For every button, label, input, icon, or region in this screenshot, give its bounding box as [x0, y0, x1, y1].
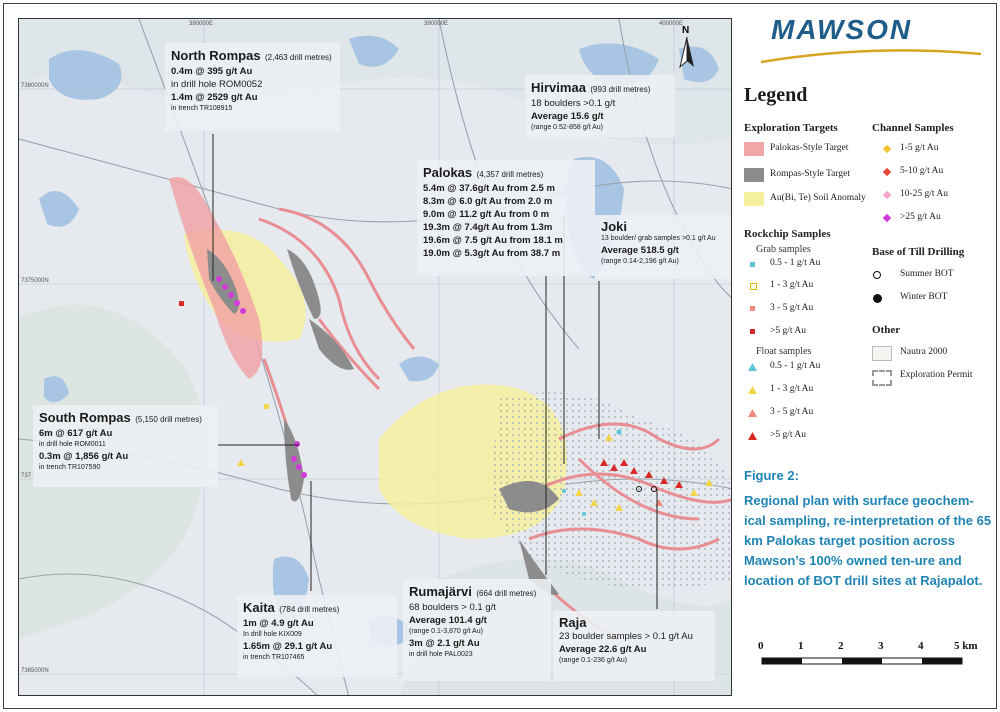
result-line: 0.3m @ 1,856 g/t Au	[39, 451, 129, 462]
legend-item: 0.5 - 1 g/t Au	[770, 361, 821, 371]
result-line: 18 boulders >0.1 g/t	[531, 98, 616, 109]
scale-label: 2	[838, 640, 844, 652]
result-line: 6m @ 617 g/t Au	[39, 428, 113, 439]
callout-kaita	[237, 595, 397, 677]
channel-marker-icon	[883, 191, 891, 199]
permit-swatch	[872, 370, 892, 386]
scale-label: 0	[758, 640, 764, 652]
rompas-swatch	[744, 168, 764, 182]
result-line: in drill hole ROM0011	[39, 441, 106, 448]
callout-rumajarvi	[403, 579, 551, 681]
drill-metres: (784 drill metres)	[279, 605, 340, 614]
result-line: 0.4m @ 395 g/t Au	[171, 66, 253, 77]
callout-title: Hirvimaa	[531, 80, 586, 95]
result-line: 68 boulders > 0.1 g/t	[409, 602, 496, 613]
north-label: N	[682, 25, 690, 36]
easting-label: 390000E	[424, 21, 449, 27]
result-line: 5.4m @ 37.6g/t Au from 2.5 m	[423, 183, 555, 194]
legend-item: 3 - 5 g/t Au	[770, 407, 814, 417]
legend-heading: Other	[872, 324, 901, 336]
legend-item: 1 - 3 g/t Au	[770, 384, 814, 394]
result-line: (range 0.14-2,196 g/t Au)	[601, 258, 679, 265]
callout-north-rompas	[165, 43, 340, 131]
legend-item: 3 - 5 g/t Au	[770, 303, 814, 313]
legend-panel	[736, 6, 994, 706]
callout-title: Palokas	[423, 165, 473, 180]
grab-marker-icon	[750, 329, 755, 334]
scale-label: 4	[918, 640, 924, 652]
result-line: in trench TR107590	[39, 464, 101, 471]
result-line: (range 0.52-858 g/t Au)	[531, 124, 603, 131]
legend-item: Au(Bi, Te) Soil Anomaly	[770, 193, 866, 203]
result-line: In drill hole KIX009	[243, 631, 302, 638]
northing-label: 7380000N	[21, 83, 49, 89]
company-logo: MAWSON	[771, 14, 913, 45]
float-marker-icon	[748, 386, 757, 394]
callout-title: Raja	[559, 615, 587, 630]
result-line: in trench TR108915	[171, 105, 233, 112]
drill-metres: (2,463 drill metres)	[265, 53, 332, 62]
channel-marker-icon	[883, 145, 891, 153]
result-line: 3m @ 2.1 g/t Au	[409, 638, 480, 649]
drill-metres: (993 drill metres)	[590, 85, 651, 94]
result-line: Average 15.6 g/t	[531, 111, 604, 122]
drill-metres: (4,357 drill metres)	[476, 170, 544, 179]
result-line: 19.0m @ 5.3g/t Au from 38.7 m	[423, 248, 561, 259]
soil-swatch	[744, 192, 764, 206]
legend-item: 1 - 3 g/t Au	[770, 280, 814, 290]
northing-label: 7375000N	[21, 278, 49, 284]
result-line: in drill hole ROM0052	[171, 79, 263, 90]
scale-label: 5 km	[954, 640, 978, 652]
float-marker-icon	[748, 363, 757, 371]
result-line: Average 101.4 g/t	[409, 615, 487, 626]
legend-item: 1-5 g/t Au	[900, 143, 939, 153]
result-line: 23 boulder samples > 0.1 g/t Au	[559, 631, 693, 642]
grab-marker-icon	[750, 262, 755, 267]
figure-title: Figure 2:	[744, 468, 799, 483]
map-panel	[18, 18, 732, 696]
legend-item: Rompas-Style Target	[770, 169, 850, 179]
palokas-swatch	[744, 142, 764, 156]
result-line: 1m @ 4.9 g/t Au	[243, 618, 314, 629]
northing-label: 737	[21, 473, 32, 479]
grab-marker-icon	[750, 306, 755, 311]
legend-item: 5-10 g/t Au	[900, 166, 944, 176]
result-line: in trench TR107465	[243, 654, 305, 661]
result-line: Average 22.6 g/t Au	[559, 644, 647, 655]
legend-heading: Channel Samples	[872, 122, 954, 134]
legend-item: Nautra 2000	[900, 347, 948, 357]
scale-bar	[756, 656, 971, 670]
result-line: 13 boulder/ grab samples >0.1 g/t Au	[601, 235, 716, 242]
result-line: (range 0.1-236 g/t Au)	[559, 657, 628, 664]
legend-subheading: Float samples	[756, 346, 812, 357]
result-line: 9.0m @ 11.2 g/t Au from 0 m	[423, 209, 550, 220]
channel-marker-icon	[883, 168, 891, 176]
result-line: 19.6m @ 7.5 g/t Au from 18.1 m	[423, 235, 563, 246]
result-line: 1.65m @ 29.1 g/t Au	[243, 641, 333, 652]
grab-marker-icon	[750, 283, 757, 290]
callout-title: South Rompas	[39, 410, 131, 425]
float-marker-icon	[748, 432, 757, 440]
winter-bot-icon	[873, 294, 882, 303]
callout-joki	[595, 215, 732, 279]
summer-bot-icon	[873, 271, 881, 279]
callout-palokas	[417, 160, 595, 276]
channel-marker-icon	[883, 214, 891, 222]
result-line: 19.3m @ 7.4g/t Au from 1.3m	[423, 222, 553, 233]
logo-swoosh-icon	[756, 46, 986, 66]
callout-title: Rumajärvi	[409, 584, 472, 599]
result-line: Average 518.5 g/t	[601, 245, 679, 256]
legend-title: Legend	[744, 84, 808, 106]
callout-hirvimaa	[525, 75, 675, 137]
legend-heading: Exploration Targets	[744, 122, 838, 134]
legend-item: >25 g/t Au	[900, 212, 941, 222]
legend-item: 10-25 g/t Au	[900, 189, 949, 199]
north-arrow-icon	[672, 27, 702, 71]
northing-label: 7365000N	[21, 668, 49, 674]
callout-title: Kaita	[243, 600, 275, 615]
natura-swatch	[872, 346, 892, 361]
legend-subheading: Grab samples	[756, 244, 811, 255]
result-line: 1.4m @ 2529 g/t Au	[171, 92, 258, 103]
scale-label: 1	[798, 640, 804, 652]
drill-metres: (5,150 drill metres)	[135, 415, 202, 424]
legend-heading: Rockchip Samples	[744, 228, 831, 240]
result-line: in drill hole PAL0023	[409, 651, 473, 658]
callout-title: North Rompas	[171, 48, 261, 63]
legend-item: >5 g/t Au	[770, 326, 806, 336]
callout-raja	[553, 611, 715, 681]
legend-heading: Base of Till Drilling	[872, 246, 965, 258]
legend-item: 0.5 - 1 g/t Au	[770, 258, 821, 268]
legend-item: Exploration Permit	[900, 370, 973, 380]
figure-caption: Regional plan with surface geochem-ical sampling, re-interpretation of the 65 km Palokas target position across Mawson’s 100% owned ten-ure and location of BOT drill sites at Rajapalot.	[744, 493, 992, 588]
legend-item: Winter BOT	[900, 292, 948, 302]
callout-south-rompas	[33, 405, 218, 487]
legend-item: Summer BOT	[900, 269, 954, 279]
float-marker-icon	[748, 409, 757, 417]
legend-item: >5 g/t Au	[770, 430, 806, 440]
legend-item: Palokas-Style Target	[770, 143, 849, 153]
result-line: (range 0.1-3,870 g/t Au)	[409, 628, 483, 635]
result-line: 8.3m @ 6.0 g/t Au from 2.0 m	[423, 196, 553, 207]
easting-label: 380000E	[189, 21, 214, 27]
drill-metres: (664 drill metres)	[476, 589, 537, 598]
easting-label: 400000E	[659, 21, 684, 27]
callout-title: Joki	[601, 219, 628, 234]
scale-label: 3	[878, 640, 884, 652]
